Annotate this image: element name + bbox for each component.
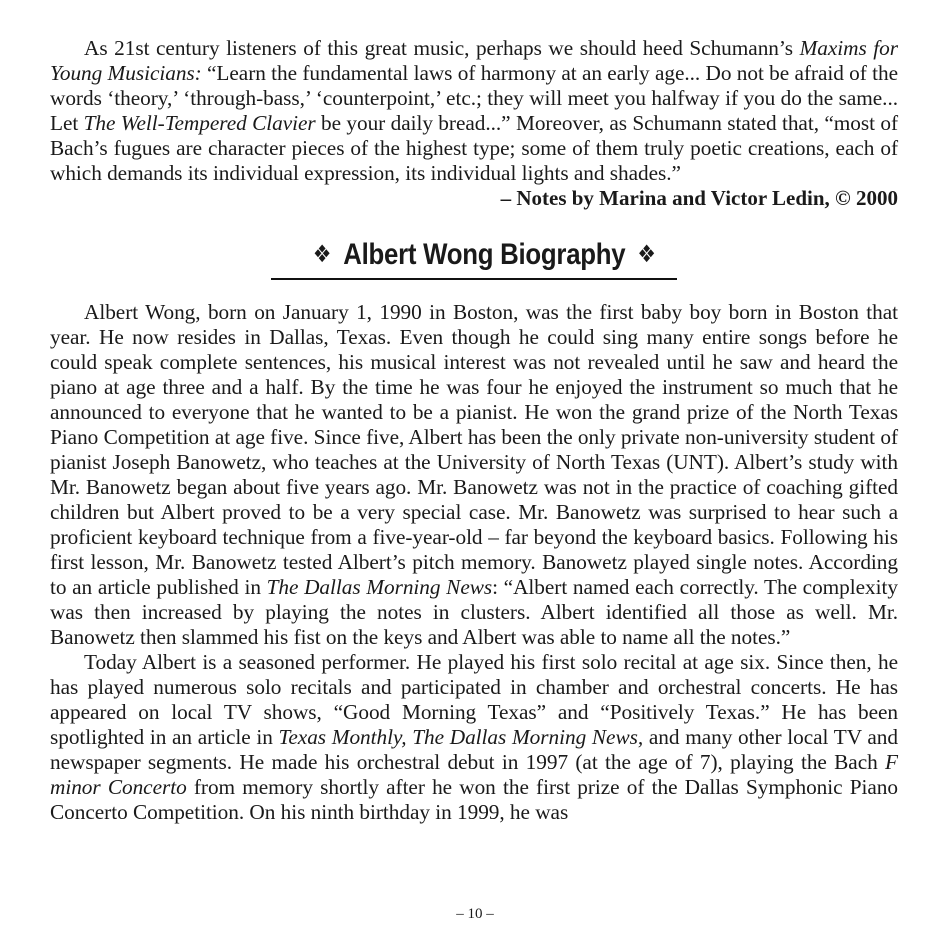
section-heading-inner bbox=[301, 238, 668, 272]
text-run: Today Albert is a seasoned performer. He played his first solo recital at age six. Since then, he has played numerous solo recitals and participated in chamber and orchestral concerts. He has appeared on local TV shows, “Good Morning Texas” and “Positively Texas.” He has been spotlighted in an article in bbox=[50, 650, 898, 749]
section-title: Albert Wong Biography bbox=[343, 238, 626, 271]
biography-paragraph bbox=[50, 300, 898, 650]
page-number: – 10 – bbox=[456, 906, 494, 922]
italic-title: The Well-Tempered Clavier bbox=[83, 111, 316, 135]
italic-title: The Dallas Morning News bbox=[266, 575, 493, 599]
text-run: and many other local TV and newspaper segments. He made his orchestral debut in 1997 (at the age of 7), playing the Bach bbox=[50, 725, 898, 774]
text-run: “Learn the fundamental laws of harmony at an early age... Do not be afraid of the words ‘theory,’ ‘through-bass,’ ‘counterpoint,’ etc.; they will meet you halfway if you do the same... Let bbox=[50, 61, 898, 135]
text-run: from memory shortly after he won the first prize of the Dallas Symphonic Piano Concerto Competition. On his ninth birthday in 1999, he was bbox=[50, 775, 898, 824]
text-run: As 21st century listeners of this great music, perhaps we should heed Schumann’s bbox=[84, 36, 800, 60]
biography-paragraph bbox=[50, 650, 898, 825]
notes-attribution: – Notes by Marina and Victor Ledin, © 2000 bbox=[500, 186, 898, 210]
italic-title: Texas Monthly, The Dallas Morning News, bbox=[278, 725, 644, 749]
biography-body bbox=[50, 300, 898, 825]
text-run: : “Albert named each correctly. The complexity was then increased by playing the notes in clusters. Albert identified all those as well. Mr. Banowetz then slammed his fist on the keys and Albert was able to name all the notes.” bbox=[50, 575, 898, 649]
section-heading bbox=[271, 238, 677, 280]
text-run: be your daily bread...” Moreover, as Schumann stated that, “most of Bach’s fugues are character pieces of the highest type; some of them truly poetic creations, each of which demands its individual expression, its individual lights and shades.” bbox=[50, 111, 898, 185]
ornament-diamond-icon: ❖ bbox=[312, 241, 332, 268]
text-run: Albert Wong, born on January 1, 1990 in Boston, was the first baby boy born in Boston that year. He now resides in Dallas, Texas. Even though he could sing many entire songs before he could speak complete sentences, his musical interest was not revealed until he saw and heard the piano at age three and a half. By the time he was four he enjoyed the instrument so much that he announced to everyone that he wanted to be a pianist. He won the grand prize of the North Texas Piano Competition at age five. Since five, Albert has been the only private non-university student of pianist Joseph Banowetz, who teaches at the University of North Texas (UNT). Albert’s study with Mr. Banowetz began about five years ago. Mr. Banowetz was not in the practice of coaching gifted children but Albert proved to be a very special case. Mr. Banowetz was surprised to hear such a proficient keyboard technique from a five-year-old – far beyond the keyboard basics. Following his first lesson, Mr. Banowetz tested Albert’s pitch memory. Banowetz played single notes. According to an article published in bbox=[50, 300, 898, 599]
document-page bbox=[50, 36, 898, 825]
italic-title: F minor Concerto bbox=[50, 750, 898, 799]
italic-title: Maxims for Young Musicians: bbox=[50, 36, 898, 85]
ornament-diamond-icon: ❖ bbox=[637, 241, 656, 268]
notes-paragraph bbox=[50, 36, 898, 186]
